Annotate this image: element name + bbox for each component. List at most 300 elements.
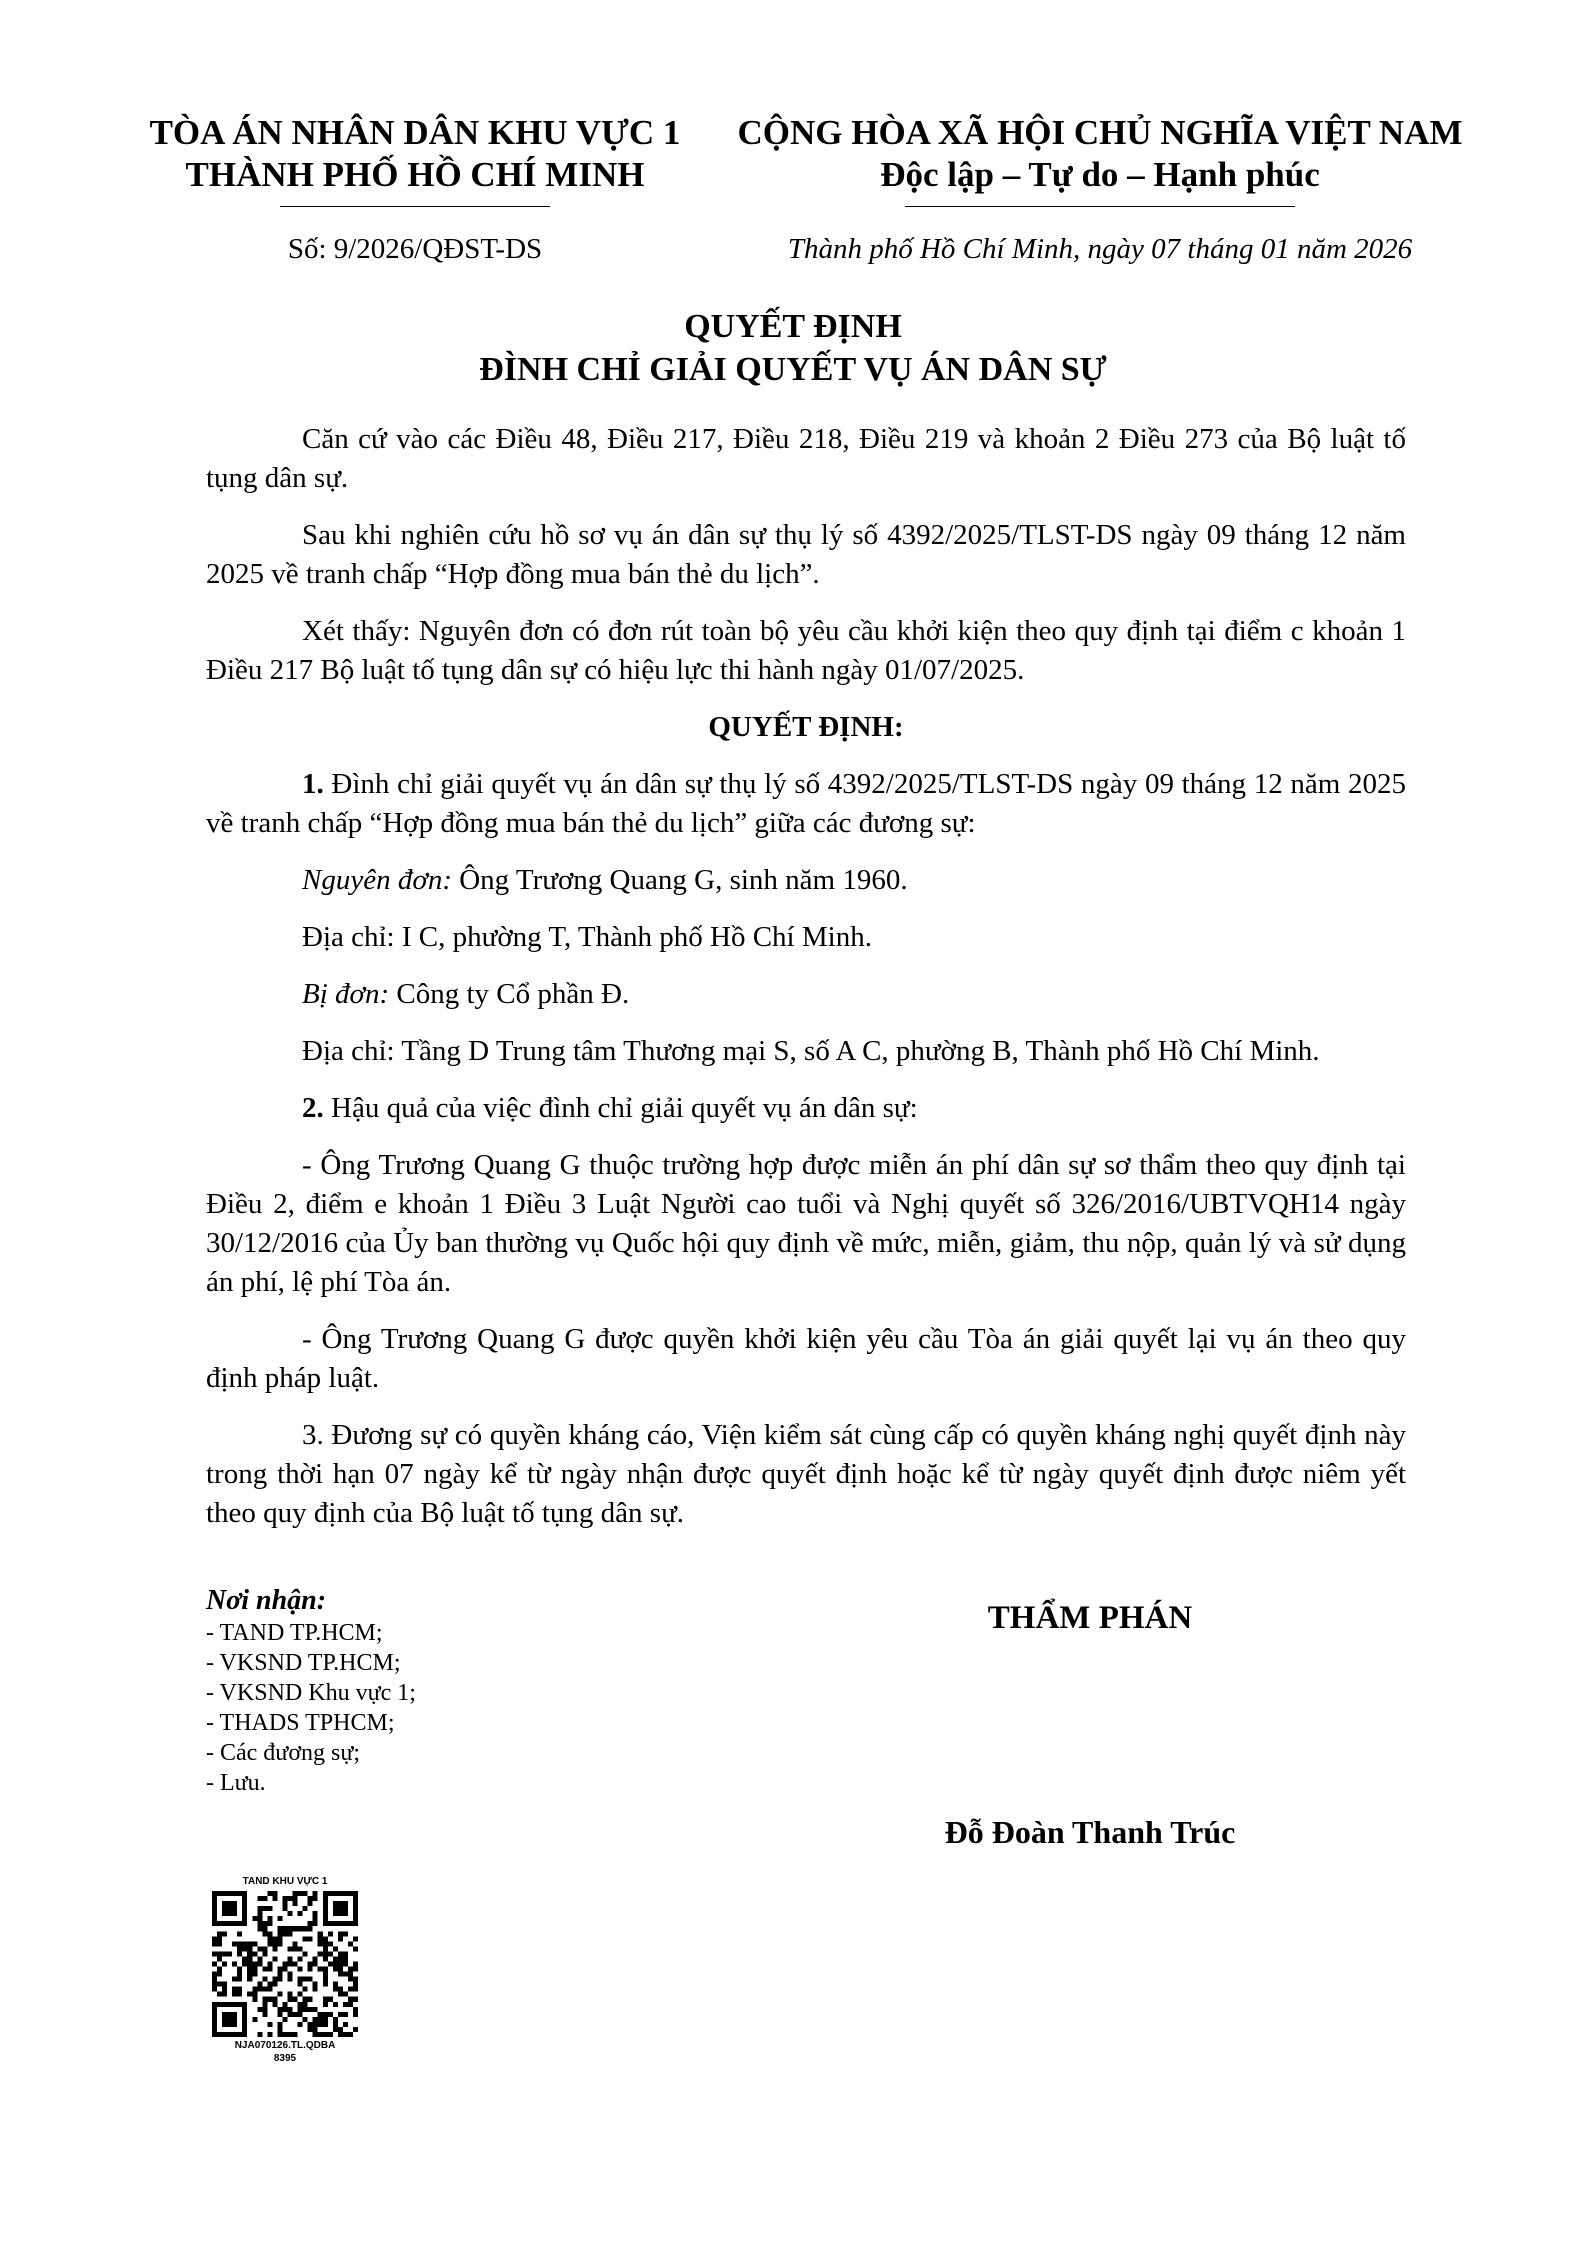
qr-module	[323, 2002, 328, 2007]
qr-module	[212, 2027, 217, 2032]
qr-module	[303, 2002, 308, 2007]
qr-module	[257, 1906, 262, 1911]
qr-module	[333, 1956, 338, 1961]
qr-module	[353, 1977, 358, 1982]
qr-module	[308, 1901, 313, 1906]
qr-module	[348, 1997, 353, 2002]
qr-module	[348, 1977, 353, 1982]
qr-module	[323, 1982, 328, 1987]
qr-module	[353, 1911, 358, 1916]
qr-module	[277, 2022, 282, 2027]
qr-module	[267, 1982, 272, 1987]
qr-module	[293, 1896, 298, 1901]
qr-module	[293, 2032, 298, 2037]
title-line2: ĐÌNH CHỈ GIẢI QUYẾT VỤ ÁN DÂN SỰ	[479, 351, 1107, 388]
qr-module	[303, 2017, 308, 2022]
qr-module	[277, 2007, 282, 2012]
qr-module	[222, 1961, 227, 1966]
qr-module	[323, 1967, 328, 1972]
qr-module	[323, 1951, 328, 1956]
qr-module	[227, 1921, 232, 1926]
item-2-bullet-1: - Ông Trương Quang G thuộc trường hợp được miễn án phí dân sự sơ thẩm theo quy định tại Điều 2, điểm e khoản 1 Điều 3 Luật Người cao tuổi và Nghị quyết số 326/2016/UBTVQH14 ngày 30/12/2016 của Ủy ban thường vụ Quốc hội quy định về mức, miễn, giảm, thu nộp, quản lý và sử dụng án phí, lệ phí Tòa án.	[206, 1149, 1406, 1298]
qr-module	[343, 1931, 348, 1936]
qr-module	[348, 2032, 353, 2037]
qr-module	[212, 1961, 217, 1966]
qr-block	[205, 1875, 365, 2065]
item-2-text: Hậu quả của việc đình chỉ giải quyết vụ án dân sự:	[323, 1092, 918, 1124]
document-number: Số: 9/2026/QĐST-DS	[287, 233, 543, 265]
qr-module	[237, 2032, 242, 2037]
qr-module	[242, 1906, 247, 1911]
qr-module	[288, 1997, 293, 2002]
qr-module	[267, 1987, 272, 1992]
decision-item-3: 3. Đương sự có quyền kháng cáo, Viện kiểm sát cùng cấp có quyền kháng nghị quyết định này trong thời hạn 07 ngày kể từ ngày nhận được quyết định hoặc kể từ ngày quyết định được niêm yết theo quy định của Bộ luật tố tụng dân sự.	[206, 1419, 1406, 1529]
qr-module	[353, 1967, 358, 1972]
recipient-item: - TAND TP.HCM;	[206, 1620, 383, 1646]
court-name-block	[130, 112, 700, 207]
qr-module	[247, 1961, 252, 1966]
signer-title: THẨM PHÁN	[987, 1600, 1193, 1636]
qr-module	[282, 1967, 287, 1972]
qr-module	[282, 1906, 287, 1911]
qr-module	[212, 2012, 217, 2017]
title-line1: QUYẾT ĐỊNH	[684, 308, 902, 345]
qr-module	[293, 1961, 298, 1966]
qr-module	[303, 1936, 308, 1941]
qr-module	[288, 2012, 293, 2017]
item-1-text: Đình chỉ giải quyết vụ án dân sự thụ lý số 4392/2025/TLST-DS ngày 09 tháng 12 năm 2025 về tranh chấp “Hợp đồng mua bán thẻ du lịch” giữa các đương sự:	[206, 768, 1406, 839]
qr-module	[212, 1987, 217, 1992]
qr-module	[212, 2007, 217, 2012]
qr-module	[333, 1961, 338, 1966]
qr-module	[277, 1931, 282, 1936]
qr-module	[252, 1972, 257, 1977]
qr-module	[232, 2012, 237, 2017]
qr-module	[293, 1926, 298, 1931]
qr-module	[308, 1896, 313, 1901]
plaintiff-line	[206, 861, 1406, 900]
qr-module	[252, 1997, 257, 2002]
qr-module	[212, 1977, 217, 1982]
qr-module	[232, 2017, 237, 2022]
qr-module	[308, 1921, 313, 1926]
qr-module	[242, 1896, 247, 1901]
item-2-bullet-2: - Ông Trương Quang G được quyền khởi kiện yêu cầu Tòa án giải quyết lại vụ án theo quy định pháp luật.	[206, 1323, 1406, 1394]
plaintiff-label: Nguyên đơn:	[302, 864, 452, 896]
qr-module	[313, 1911, 318, 1916]
qr-module	[212, 1951, 217, 1956]
qr-module	[237, 1946, 242, 1951]
qr-module	[227, 1891, 232, 1896]
defendant-line	[206, 975, 1406, 1014]
qr-module	[348, 1972, 353, 1977]
qr-module	[237, 1992, 242, 1997]
qr-module	[333, 1967, 338, 1972]
qr-module	[288, 1956, 293, 1961]
qr-module	[293, 1941, 298, 1946]
qr-module	[237, 1967, 242, 1972]
qr-module	[212, 1972, 217, 1977]
qr-module	[267, 1931, 272, 1936]
qr-module	[348, 1891, 353, 1896]
qr-code-icon	[212, 1891, 358, 2037]
qr-module	[262, 1906, 267, 1911]
qr-module	[282, 1926, 287, 1931]
signature-block	[870, 1600, 1310, 1850]
qr-module	[323, 1941, 328, 1946]
qr-module	[212, 1896, 217, 1901]
qr-module	[293, 2012, 298, 2017]
qr-module	[298, 2022, 303, 2027]
qr-module	[298, 2012, 303, 2017]
item-1-number: 1.	[302, 768, 324, 800]
qr-module	[247, 1951, 252, 1956]
qr-module	[257, 1926, 262, 1931]
qr-module	[227, 1951, 232, 1956]
qr-module	[282, 1931, 287, 1936]
qr-module	[252, 1916, 257, 1921]
qr-module	[252, 1951, 257, 1956]
qr-module	[257, 2007, 262, 2012]
qr-module	[343, 1951, 348, 1956]
defendant-address: Địa chỉ: Tầng D Trung tâm Thương mại S, số A C, phường B, Thành phố Hồ Chí Minh.	[302, 1035, 1320, 1067]
qr-module	[323, 1972, 328, 1977]
recipient-item: - THADS TPHCM;	[206, 1710, 395, 1736]
national-title: CỘNG HÒA XÃ HỘI CHỦ NGHĨA VIỆT NAM	[737, 113, 1463, 152]
qr-module	[303, 2007, 308, 2012]
qr-module	[222, 1901, 227, 1906]
qr-label-top: TAND KHU VỰC 1	[242, 1876, 328, 1887]
qr-module	[313, 1961, 318, 1966]
qr-module	[323, 1896, 328, 1901]
qr-module	[262, 1926, 267, 1931]
qr-module	[353, 1916, 358, 1921]
qr-module	[242, 1901, 247, 1906]
qr-module	[323, 1901, 328, 1906]
qr-module	[338, 2012, 343, 2017]
qr-module	[323, 2032, 328, 2037]
qr-module	[217, 1891, 222, 1896]
qr-module	[282, 1961, 287, 1966]
qr-module	[338, 2032, 343, 2037]
qr-module	[212, 2032, 217, 2037]
qr-module	[313, 2017, 318, 2022]
qr-module	[318, 1951, 323, 1956]
qr-module	[277, 2027, 282, 2032]
qr-module	[343, 2022, 348, 2027]
qr-module	[237, 2002, 242, 2007]
qr-module	[227, 2022, 232, 2027]
qr-module	[338, 1906, 343, 1911]
qr-module	[328, 1931, 333, 1936]
qr-module	[277, 1916, 282, 1921]
qr-module	[328, 1941, 333, 1946]
qr-module	[242, 1956, 247, 1961]
qr-module	[227, 2002, 232, 2007]
qr-module	[323, 1977, 328, 1982]
qr-module	[308, 1961, 313, 1966]
qr-module	[217, 2002, 222, 2007]
qr-module	[262, 1896, 267, 1901]
national-motto-divider	[905, 206, 1295, 207]
recipients-title: Nơi nhận:	[206, 1585, 327, 1616]
qr-module	[242, 1946, 247, 1951]
qr-module	[217, 1982, 222, 1987]
qr-module	[313, 1891, 318, 1896]
qr-module	[298, 1926, 303, 1931]
qr-module	[232, 1901, 237, 1906]
qr-module	[232, 1961, 237, 1966]
qr-module	[222, 1931, 227, 1936]
qr-module	[242, 1961, 247, 1966]
qr-module	[318, 1931, 323, 1936]
qr-module	[222, 1982, 227, 1987]
qr-module	[348, 1987, 353, 1992]
qr-module	[237, 1977, 242, 1982]
qr-module	[338, 1987, 343, 1992]
qr-module	[333, 1911, 338, 1916]
qr-module	[343, 1956, 348, 1961]
qr-module	[338, 1936, 343, 1941]
qr-module	[252, 1987, 257, 1992]
qr-module	[338, 1961, 343, 1966]
qr-module	[257, 1911, 262, 1916]
qr-module	[328, 1951, 333, 1956]
qr-module	[353, 1906, 358, 1911]
qr-module	[252, 1992, 257, 1997]
qr-module	[257, 1896, 262, 1901]
qr-module	[277, 1977, 282, 1982]
qr-module	[222, 2002, 227, 2007]
qr-module	[262, 1987, 267, 1992]
qr-module	[288, 1972, 293, 1977]
qr-module	[242, 2032, 247, 2037]
recipients-block	[206, 1584, 706, 1798]
qr-module	[282, 1896, 287, 1901]
qr-module	[343, 2012, 348, 2017]
qr-module	[328, 1961, 333, 1966]
qr-module	[333, 1906, 338, 1911]
qr-module	[323, 2022, 328, 2027]
qr-module	[318, 2012, 323, 2017]
qr-module	[303, 1977, 308, 1982]
qr-module	[217, 1956, 222, 1961]
qr-module	[242, 1921, 247, 1926]
qr-module	[298, 1891, 303, 1896]
qr-module	[353, 2012, 358, 2017]
qr-module	[257, 1956, 262, 1961]
qr-module	[242, 2027, 247, 2032]
qr-module	[212, 2017, 217, 2022]
defendant-text: Công ty Cổ phần Đ.	[389, 978, 630, 1010]
qr-module	[267, 1961, 272, 1966]
place-date: Thành phố Hồ Chí Minh, ngày 07 tháng 01 năm 2026	[787, 233, 1413, 265]
defendant-label: Bị đơn:	[302, 978, 390, 1010]
qr-module	[217, 1936, 222, 1941]
qr-module	[298, 1977, 303, 1982]
qr-module	[353, 2007, 358, 2012]
qr-module	[333, 2002, 338, 2007]
qr-module	[257, 1946, 262, 1951]
qr-module	[308, 1926, 313, 1931]
qr-module	[242, 1911, 247, 1916]
document-body	[206, 420, 1406, 1551]
decision-item-1	[206, 765, 1406, 843]
qr-module	[217, 1951, 222, 1956]
qr-module	[232, 2002, 237, 2007]
qr-module	[303, 1997, 308, 2002]
qr-module	[353, 1891, 358, 1896]
qr-module	[293, 1901, 298, 1906]
qr-module	[343, 1921, 348, 1926]
qr-module	[262, 2002, 267, 2007]
qr-module	[288, 1961, 293, 1966]
qr-module	[308, 2027, 313, 2032]
qr-module	[252, 1967, 257, 1972]
recipient-item: - Các đương sự;	[206, 1740, 361, 1766]
qr-module	[343, 2032, 348, 2037]
qr-module	[237, 1921, 242, 1926]
qr-module	[338, 1972, 343, 1977]
qr-module	[222, 1992, 227, 1997]
qr-module	[338, 1992, 343, 1997]
qr-module	[343, 2002, 348, 2007]
qr-module	[227, 1911, 232, 1916]
qr-module	[257, 1961, 262, 1966]
qr-module	[257, 1916, 262, 1921]
qr-module	[318, 2032, 323, 2037]
qr-module	[313, 2022, 318, 2027]
qr-module	[282, 2002, 287, 2007]
qr-module	[288, 2032, 293, 2037]
qr-module	[237, 1951, 242, 1956]
qr-module	[267, 1997, 272, 2002]
qr-module	[343, 1972, 348, 1977]
qr-module	[288, 1931, 293, 1936]
qr-module	[267, 1941, 272, 1946]
qr-module	[293, 1997, 298, 2002]
qr-module	[257, 2032, 262, 2037]
qr-module	[313, 1982, 318, 1987]
qr-module	[353, 1982, 358, 1987]
qr-module	[353, 1961, 358, 1966]
qr-module	[353, 1896, 358, 1901]
qr-module	[308, 1977, 313, 1982]
qr-module	[333, 2027, 338, 2032]
qr-module	[247, 1977, 252, 1982]
qr-module	[298, 1956, 303, 1961]
qr-module	[212, 1906, 217, 1911]
qr-module	[232, 1941, 237, 1946]
qr-module	[303, 1987, 308, 1992]
qr-module	[298, 2007, 303, 2012]
qr-module	[267, 1916, 272, 1921]
qr-module	[272, 1941, 277, 1946]
qr-module	[323, 2017, 328, 2022]
qr-module	[242, 2012, 247, 2017]
qr-module	[288, 1992, 293, 1997]
qr-module	[308, 1997, 313, 2002]
document-header	[0, 112, 1586, 232]
qr-module	[303, 1951, 308, 1956]
qr-module	[328, 1997, 333, 2002]
qr-module	[252, 1941, 257, 1946]
qr-module	[338, 2027, 343, 2032]
qr-module	[282, 2017, 287, 2022]
qr-module	[212, 2002, 217, 2007]
qr-module	[348, 2002, 353, 2007]
qr-module	[303, 1926, 308, 1931]
qr-module	[222, 1951, 227, 1956]
qr-module	[293, 1891, 298, 1896]
recipient-item: - VKSND TP.HCM;	[206, 1650, 401, 1676]
qr-module	[212, 1901, 217, 1906]
qr-module	[222, 1921, 227, 1926]
qr-module	[227, 2032, 232, 2037]
qr-module	[328, 1891, 333, 1896]
qr-module	[257, 1987, 262, 1992]
qr-module	[318, 1936, 323, 1941]
qr-module	[267, 1921, 272, 1926]
qr-module	[328, 1921, 333, 1926]
document-title	[0, 305, 1586, 391]
qr-module	[262, 1921, 267, 1926]
qr-module	[288, 1926, 293, 1931]
qr-module	[313, 2032, 318, 2037]
qr-module	[227, 2012, 232, 2017]
qr-module	[217, 1992, 222, 1997]
qr-module	[242, 2017, 247, 2022]
case-review-paragraph: Sau khi nghiên cứu hồ sơ vụ án dân sự thụ lý số 4392/2025/TLST-DS ngày 09 tháng 12 năm 2025 về tranh chấp “Hợp đồng mua bán thẻ du lịch”.	[206, 519, 1406, 590]
qr-module	[217, 1972, 222, 1977]
qr-module	[272, 1977, 277, 1982]
qr-module	[242, 1941, 247, 1946]
qr-module	[242, 2007, 247, 2012]
qr-module	[303, 1906, 308, 1911]
qr-module	[338, 1951, 343, 1956]
qr-module	[222, 1891, 227, 1896]
qr-module	[237, 1891, 242, 1896]
qr-module	[353, 1921, 358, 1926]
qr-module	[298, 1946, 303, 1951]
qr-module	[262, 1997, 267, 2002]
finding-paragraph: Xét thấy: Nguyên đơn có đơn rút toàn bộ yêu cầu khởi kiện theo quy định tại điểm c khoản 1 Điều 217 Bộ luật tố tụng dân sự có hiệu lực thi hành ngày 01/07/2025.	[206, 615, 1406, 686]
qr-module	[272, 2002, 277, 2007]
qr-module	[227, 1901, 232, 1906]
qr-module	[212, 1911, 217, 1916]
qr-module	[293, 1946, 298, 1951]
qr-module	[242, 2022, 247, 2027]
qr-module	[323, 1997, 328, 2002]
qr-module	[298, 1992, 303, 1997]
qr-module	[323, 1956, 328, 1961]
qr-module	[267, 2032, 272, 2037]
qr-module	[232, 1906, 237, 1911]
decision-item-2	[206, 1089, 1406, 1128]
qr-module	[272, 1946, 277, 1951]
qr-module	[308, 1967, 313, 1972]
qr-module	[247, 1946, 252, 1951]
qr-module	[318, 1967, 323, 1972]
qr-module	[298, 1982, 303, 1987]
qr-module	[277, 1972, 282, 1977]
qr-module	[222, 2017, 227, 2022]
qr-module	[313, 1916, 318, 1921]
qr-module	[338, 1956, 343, 1961]
qr-module	[323, 1891, 328, 1896]
qr-module	[303, 1891, 308, 1896]
qr-module	[232, 1891, 237, 1896]
